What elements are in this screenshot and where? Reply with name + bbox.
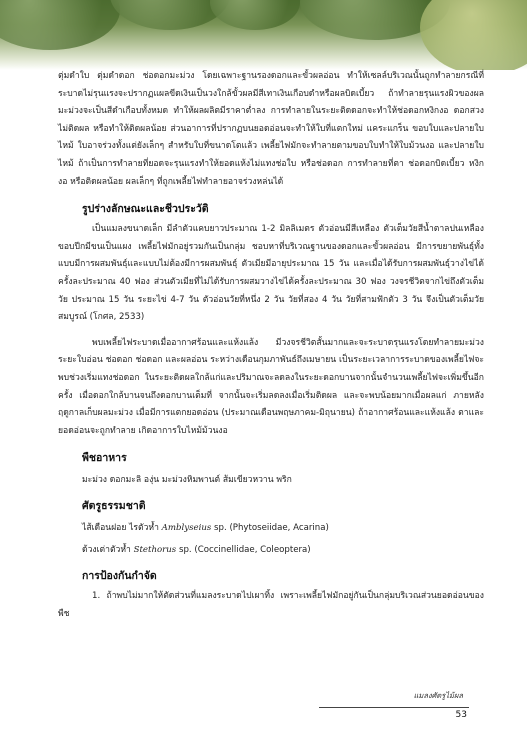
section-heading-natural-enemies: ศัตรูธรรมชาติ [82, 500, 146, 513]
host-plants-list: มะม่วง ดอกมะลิ องุ่น มะม่วงหิมพานต์ ส้มเขียวหวาน พริก [82, 475, 292, 486]
control-paragraph: 1. ถ้าพบไม่มากให้ตัดส่วนที่แมลงระบาดไปเผาทิ้ง เพราะเพลี้ยไฟมักอยู่กันเป็นกลุ่มบริเวณส่วนยอดอ่อนของพืช [58, 591, 484, 619]
header-photo-banner [0, 0, 527, 70]
footer-book-title: แมลงศัตรูไม้ผล [413, 691, 463, 700]
footer-divider [319, 707, 469, 708]
page-number: 53 [455, 710, 467, 720]
section-heading-control: การป้องกันกำจัด [82, 570, 157, 583]
damage-paragraph: ตุ่มดำใบ ตุ่มดำดอก ช่อดอกมะม่วง โดยเฉพาะฐานรองดอกและขั้วผลอ่อน ทำให้เซลล์บริเวณนั้นถูกทำลายกรณีที่ระบาดไม่รุนแรงจะปรากฏแผลขีดเงินเป็นวงใกล้ขั้วผลมีสีเทาเงินเกือบดำหรือผลบิดเบี้ยว ถ้าทำลายรุนแรงผิวของผลมะม่วงจะเป็นสีดำเกือบทั้งหมด ทำให้ผลผลิตมีราคาต่ำลง การทำลายในระยะติดดอกจะทำให้ช่อดอกหงิกงอ ดอกสวงไม่ติดผล หรือทำให้ติดผลน้อย ส่วนอาการที่ปรากฏบนยอดอ่อนจะทำให้ใบที่แตกใหม่ แคระแกร็น ขอบใบและปลายใบไหม้ ใบอาจร่วงทั้งแต่ยังเล็กๆ สำหรับใบที่ขนาดโตแล้ว เพลี้ยไฟมักจะทำลายตามขอบใบทำให้ใบม้วนงอ และปลายใบไหม้ ถ้าเป็นการทำลายที่ยอดจะรุนแรงทำให้ยอดแห้งไม่แทงช่อใบ หรือช่อดอก การทำลายที่ตา ช่อดอกบิดเบี้ยว หงิกงอ หรือติดผลน้อย ผลเล็กๆ ที่ถูกเพลี้ยไฟทำลายอาจร่วงหล่นได้ [58, 71, 484, 187]
enemy-common-name: ไส้เดือนฝอย ไรตัวห้ำ [82, 523, 159, 534]
page-content [58, 68, 484, 623]
enemy-classification: sp. (Coccinellidae, Coleoptera) [176, 545, 311, 556]
section-heading-host-plants: พืชอาหาร [82, 452, 127, 465]
enemy-scientific-name: Amblyseius [161, 523, 212, 534]
natural-enemy-item [82, 520, 484, 536]
section-heading-morphology: รูปร่างลักษณะและชีวประวัติ [82, 203, 209, 216]
enemy-scientific-name: Stethorus [133, 545, 177, 556]
enemy-classification: sp. (Phytoseiidae, Acarina) [211, 523, 329, 534]
morphology-paragraph: เป็นแมลงขนาดเล็ก มีลำตัวแคบยาวประมาณ 1-2 มิลลิเมตร ตัวอ่อนมีสีเหลือง ตัวเต็มวัยสีน้ำตาลปนเหลือง ขอบปีกมีขนเป็นแผง เพลี้ยไฟมักอยู่รวมกันเป็นกลุ่ม ชอบหาที่บริเวณฐานของดอกและขั้วผลอ่อน มีการขยายพันธุ์ทั้งแบบมีการผสมพันธุ์และแบบไม่ต้องมีการผสมพันธุ์ ตัวเมียมีอายุประมาณ 15 วัน และเมื่อได้รับการผสมพันธุ์วางไข่ได้ครั้งละประมาณ 40 ฟอง ส่วนตัวเมียที่ไม่ได้รับการผสมวางไข่ได้ครั้งละประมาณ 30 ฟอง วงจรชีวิตจากไข่ถึงตัวเต็มวัย ประมาณ 15 วัน ระยะไข่ 4-7 วัน ตัวอ่อนวัยที่หนึ่ง 2 วัน วัยที่สอง 4 วัน วัยที่สามฟักตัว 3 วัน จึงเป็นตัวเต็มวัยสมบูรณ์ (โกศล, 2533) [58, 224, 484, 323]
enemy-common-name: ด้วงเต่าตัวห้ำ [82, 545, 131, 556]
natural-enemy-item [82, 542, 484, 558]
outbreak-paragraph: พบเพลี้ยไฟระบาดเมื่ออากาศร้อนและแห้งแล้ง มีวงจรชีวิตสั้นมากและจะระบาดรุนแรงโดยทำลายมะม่วงระยะใบอ่อน ช่อดอก ช่อดอก และผลอ่อน ระหว่างเดือนกุมภาพันธ์ถึงเมษายน เป็นระยะเวลาการระบาดของเพลี้ยไฟจะพบช่วงเริ่มแทงช่อดอก ในระยะติดผลใกล้แก่และปริมาณจะลดลงในระยะดอกบานจากนั้นจำนวนเพลี้ยไฟจะเพิ่มขึ้นอีกครั้ง เมื่อดอกใกล้บานจนถึงดอกบานเต็มที่ จากนั้นจะเริ่มลดลงเมื่อเริ่มติดผล และจะพบน้อยมากเมื่อผลแก่ ภายหลังฤดูกาลเก็บผลมะม่วง เมื่อมีการแตกยอดอ่อน (ประมาณเดือนพฤษภาคม-มิถุนายน) ถ้าอากาศร้อนและแห้งแล้ง ตาและยอดอ่อนจะถูกทำลาย เกิดอาการใบไหม้ม้วนงอ [58, 337, 484, 436]
